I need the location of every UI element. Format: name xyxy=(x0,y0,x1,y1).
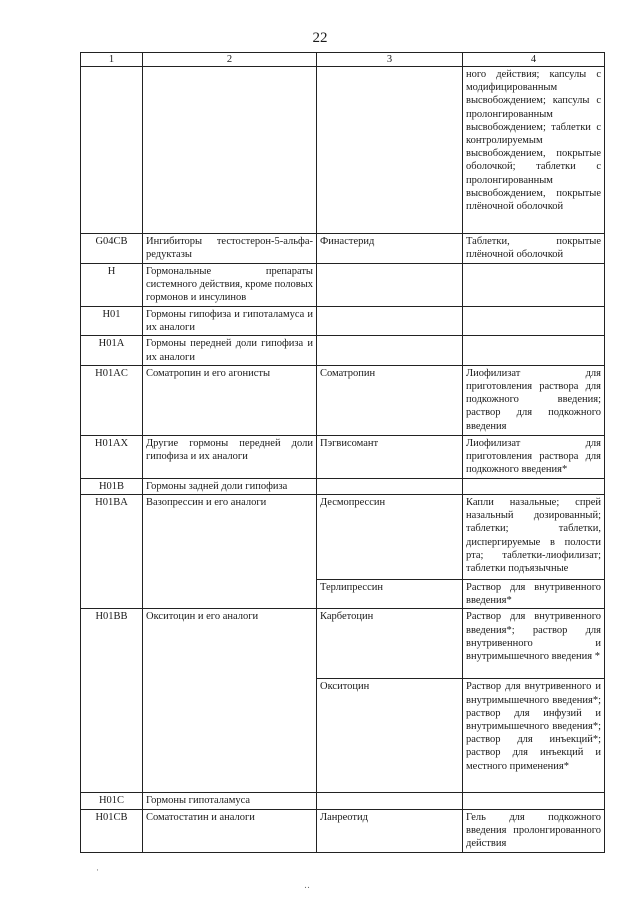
atc-code-cell: H01A xyxy=(81,336,143,365)
group-name-cell: Соматропин и его агонисты xyxy=(143,365,317,435)
page-number: 22 xyxy=(312,30,328,46)
table-row xyxy=(81,307,605,336)
table-row xyxy=(81,809,605,852)
group-name-cell: Окситоцин и его аналоги xyxy=(143,609,317,793)
drug-name-cell: Терлипрессин xyxy=(317,580,463,609)
drug-name-cell: Пэгвисомант xyxy=(317,435,463,478)
atc-code-cell xyxy=(81,67,143,234)
table-row xyxy=(81,264,605,307)
dosage-form-cell: Лиофилизат для приготовления раствора для подкожного введения* xyxy=(463,435,605,478)
drug-name-cell: Карбетоцин xyxy=(317,609,463,679)
atc-code-cell: H01BB xyxy=(81,609,143,793)
group-name-cell: Другие гормоны передней доли гипофиза и их аналоги xyxy=(143,435,317,478)
table-row xyxy=(81,478,605,494)
dosage-form-cell: Капли назальные; спрей назальный дозированный; таблетки; таблетки, диспергируемые в полости рта; таблетки-лиофилизат; таблетки подъязычные xyxy=(463,495,605,580)
drug-name-cell xyxy=(317,264,463,307)
atc-code-cell: H xyxy=(81,264,143,307)
group-name-cell: Гормональные препараты системного действия, кроме половых гормонов и инсулинов xyxy=(143,264,317,307)
atc-code-cell: H01AC xyxy=(81,365,143,435)
dosage-form-cell xyxy=(463,264,605,307)
table-row xyxy=(81,234,605,264)
drug-name-cell xyxy=(317,336,463,365)
column-header: 1 xyxy=(81,53,143,67)
atc-code-cell: H01BA xyxy=(81,495,143,609)
drug-name-cell xyxy=(317,307,463,336)
atc-code-cell: H01 xyxy=(81,307,143,336)
dosage-form-cell: Раствор для внутривенного введения*; раствор для внутривенного и внутримышечного введения * xyxy=(463,609,605,679)
group-name-cell: Гормоны задней доли гипофиза xyxy=(143,478,317,494)
group-name-cell: Гормоны гипофиза и гипоталамуса и их аналоги xyxy=(143,307,317,336)
drug-name-cell: Десмопрессин xyxy=(317,495,463,580)
atc-code-cell: H01C xyxy=(81,793,143,809)
drug-name-cell: Финастерид xyxy=(317,234,463,264)
drug-name-cell: Окситоцин xyxy=(317,679,463,793)
group-name-cell xyxy=(143,67,317,234)
dosage-form-cell: Раствор для внутривенного введения* xyxy=(463,580,605,609)
drug-name-cell: Ланреотид xyxy=(317,809,463,852)
scan-speck: ‥ xyxy=(304,880,311,890)
drug-name-cell: Соматропин xyxy=(317,365,463,435)
dosage-form-cell: Гель для подкожного введения пролонгированного действия xyxy=(463,809,605,852)
dosage-form-cell: ного действия; капсулы с модифицированным высвобождением; капсулы с пролонгированным высвобождением; таблетки с контролируемым высвобождением, покрытые оболочкой; таблетки с пролонгированным высвобождением, покрытые плёночной оболочкой xyxy=(463,67,605,234)
dosage-form-cell: Раствор для внутривенного и внутримышечного введения*; раствор для инфузий и внутримышечного введения*; раствор для инъекций*; раствор для инъекций и местного применения* xyxy=(463,679,605,793)
atc-code-cell: G04CB xyxy=(81,234,143,264)
dosage-form-cell xyxy=(463,478,605,494)
column-header: 4 xyxy=(463,53,605,67)
table-row xyxy=(81,793,605,809)
drug-name-cell xyxy=(317,478,463,494)
table-header-row xyxy=(81,53,605,67)
group-name-cell: Вазопрессин и его аналоги xyxy=(143,495,317,609)
dosage-form-cell: Лиофилизат для приготовления раствора для подкожного введения; раствор для подкожного введения xyxy=(463,365,605,435)
atc-code-cell: H01CB xyxy=(81,809,143,852)
column-header: 2 xyxy=(143,53,317,67)
drug-name-cell xyxy=(317,67,463,234)
table-row xyxy=(81,495,605,580)
dosage-form-cell xyxy=(463,793,605,809)
scan-speck: · xyxy=(96,865,99,875)
table-row xyxy=(81,435,605,478)
group-name-cell: Гормоны гипоталамуса xyxy=(143,793,317,809)
table-row xyxy=(81,365,605,435)
atc-code-cell: H01AX xyxy=(81,435,143,478)
dosage-form-cell xyxy=(463,336,605,365)
table-row xyxy=(81,67,605,234)
dosage-form-cell: Таблетки, покрытые плёночной оболочкой xyxy=(463,234,605,264)
dosage-form-cell xyxy=(463,307,605,336)
drug-classification-table xyxy=(80,52,605,853)
column-header: 3 xyxy=(317,53,463,67)
drug-name-cell xyxy=(317,793,463,809)
table-row xyxy=(81,609,605,679)
group-name-cell: Соматостатин и аналоги xyxy=(143,809,317,852)
atc-code-cell: H01B xyxy=(81,478,143,494)
group-name-cell: Ингибиторы тестостерон-5-альфа-редуктазы xyxy=(143,234,317,264)
table-row xyxy=(81,336,605,365)
group-name-cell: Гормоны передней доли гипофиза и их аналоги xyxy=(143,336,317,365)
